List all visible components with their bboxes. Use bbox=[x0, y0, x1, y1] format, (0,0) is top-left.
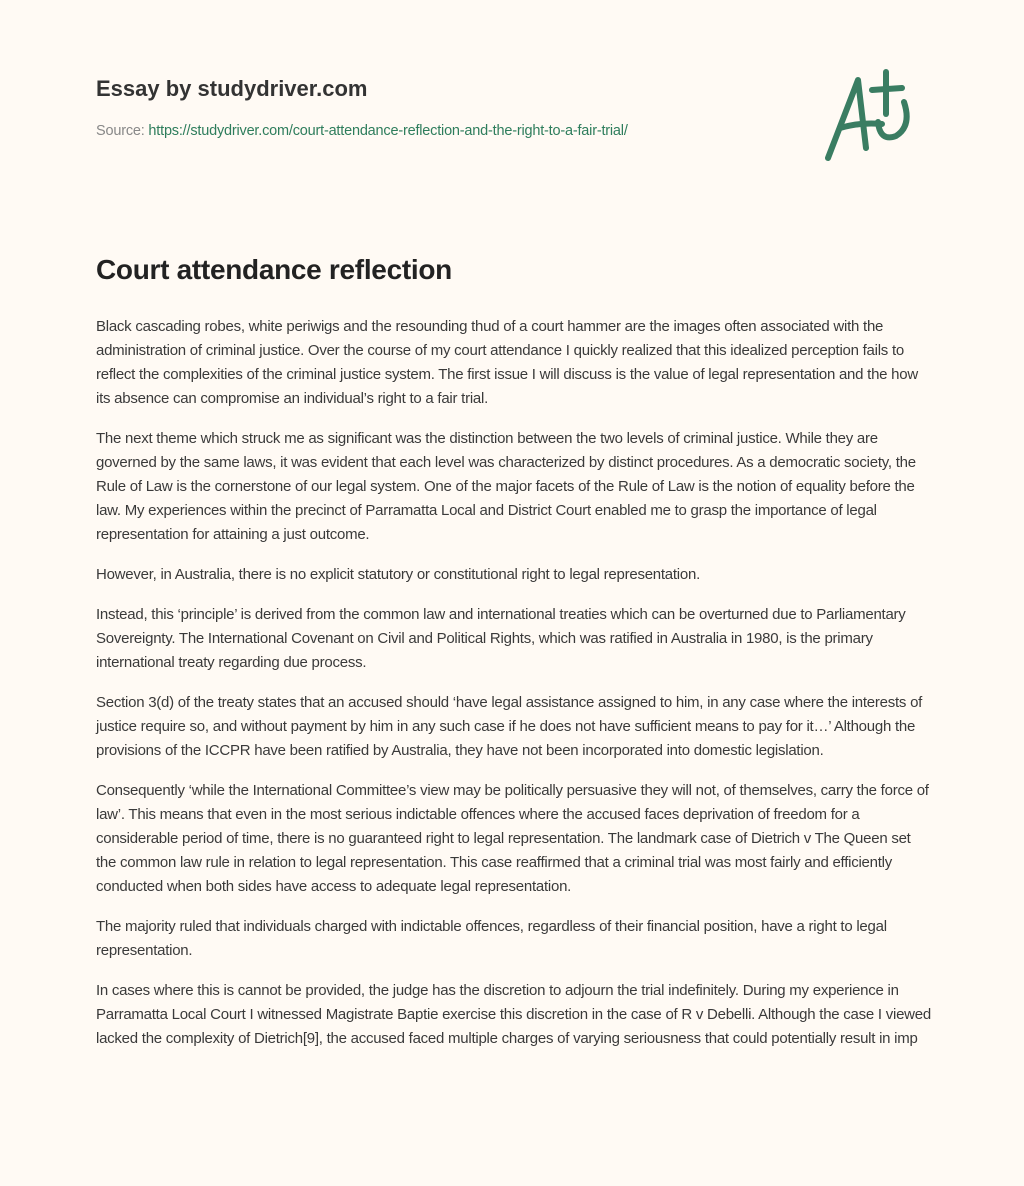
source-label: Source: bbox=[96, 123, 145, 139]
source-line bbox=[96, 123, 628, 139]
paragraph: Instead, this ‘principle’ is derived from the common law and international treaties which can be overturned due to Parliamentary Sovereignty. The International Covenant on Civil and Political Rights, which was ratified in Australia in 1980, is the primary international treaty regarding due process. bbox=[96, 606, 906, 671]
paragraph: The majority ruled that individuals charged with indictable offences, regardless of their financial position, have a right to legal representation. bbox=[96, 918, 887, 959]
a-plus-logo-icon bbox=[820, 66, 930, 166]
paragraph: However, in Australia, there is no explicit statutory or constitutional right to legal representation. bbox=[96, 566, 700, 583]
paragraph: In cases where this is cannot be provided, the judge has the discretion to adjourn the trial indefinitely. During my experience in Parramatta Local Court I witnessed Magistrate Baptie exercise this discretion in the case of R v Debelli. Although the case I viewed lacked the complexity of Dietrich[9], the accused faced multiple charges of varying seriousness that could potentially result in imp bbox=[96, 982, 931, 1047]
article-title: Court attendance reflection bbox=[96, 254, 452, 285]
paragraph: Consequently ‘while the International Committee’s view may be politically persuasive they will not, of themselves, carry the force of law’. This means that even in the most serious indictable offences where the accused faces deprivation of freedom for a considerable period of time, there is no guaranteed right to legal representation. The landmark case of Dietrich v The Queen set the common law rule in relation to legal representation. This case reaffirmed that a criminal trial was most fairly and efficiently conducted when both sides have access to adequate legal representation. bbox=[96, 782, 929, 895]
paragraph: Black cascading robes, white periwigs and the resounding thud of a court hammer are the images often associated with the administration of criminal justice. Over the course of my court attendance I quickly realized that this idealized perception fails to reflect the complexities of the criminal justice system. The first issue I will discuss is the value of legal representation and the how its absence can compromise an individual’s right to a fair trial. bbox=[96, 318, 918, 407]
paragraph: Section 3(d) of the treaty states that an accused should ‘have legal assistance assigned to him, in any case where the interests of justice require so, and without payment by him in any such case if he does not have sufficient means to pay for it…’ Although the provisions of the ICCPR have been ratified by Australia, they have not been incorporated into domestic legislation. bbox=[96, 694, 923, 759]
article-body bbox=[96, 315, 931, 1067]
paragraph: The next theme which struck me as significant was the distinction between the two levels of criminal justice. While they are governed by the same laws, it was evident that each level was characterized by distinct procedures. As a democratic society, the Rule of Law is the cornerstone of our legal system. One of the major facets of the Rule of Law is the notion of equality before the law. My experiences within the precinct of Parramatta Local and District Court enabled me to grasp the importance of legal representation for attaining a just outcome. bbox=[96, 430, 916, 543]
site-title: Essay by studydriver.com bbox=[96, 76, 368, 101]
source-link[interactable]: https://studydriver.com/court-attendance-reflection-and-the-right-to-a-fair-trial/ bbox=[148, 123, 628, 139]
